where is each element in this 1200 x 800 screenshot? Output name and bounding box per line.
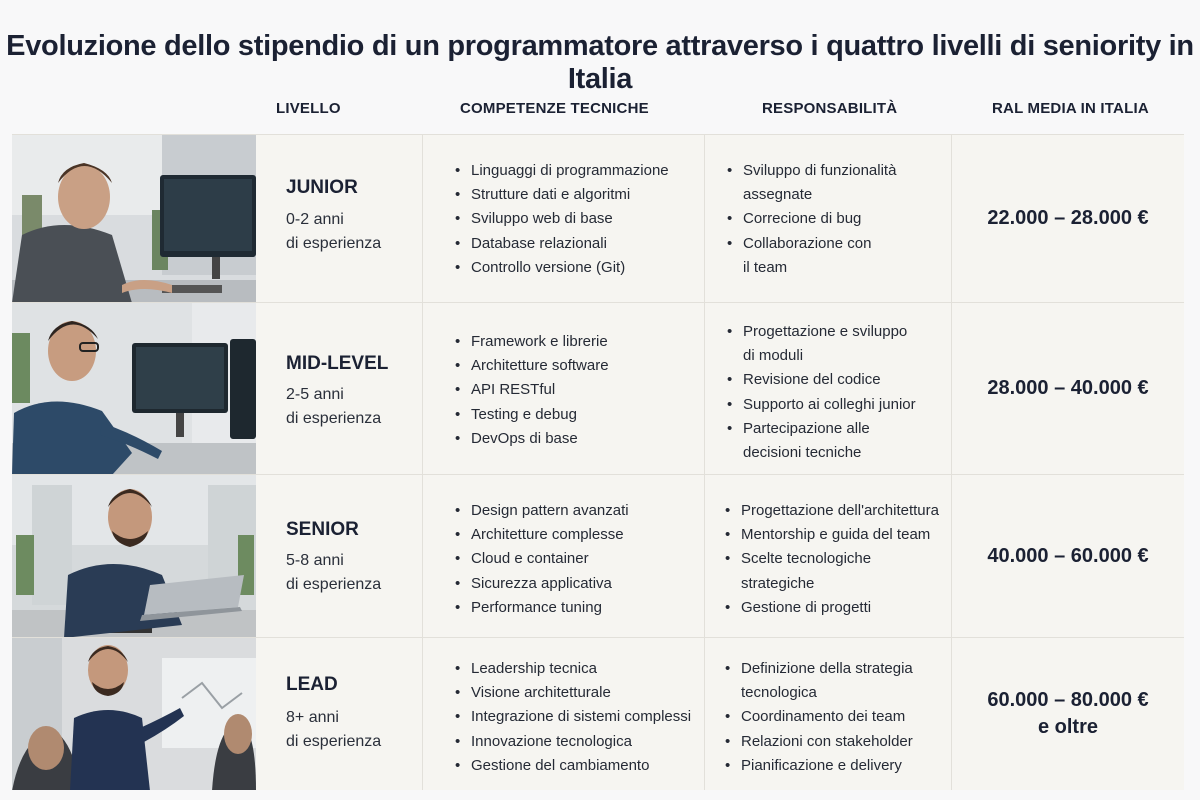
salary-range: 22.000 – 28.000 € [987, 207, 1149, 229]
list-item: • Coordinamento dei team [725, 705, 913, 729]
salary-range: 28.000 – 40.000 € [987, 377, 1149, 399]
level-years: 2-5 anni [286, 386, 344, 403]
list-item: • Architetture software [455, 354, 609, 378]
level-years: 8+ anni [286, 709, 339, 726]
list-item: • Relazioni con stakeholder [725, 730, 913, 754]
list-item: • Sviluppo di funzionalità [727, 159, 896, 183]
list-item: • Progettazione e sviluppo [727, 320, 916, 344]
list-item: • Collaborazione con [727, 232, 896, 256]
tech-skills-list [455, 499, 629, 620]
list-item: • Pianificazione e delivery [725, 754, 913, 778]
list-item-continuation: strategiche [741, 574, 815, 592]
level-years: 0-2 anni [286, 211, 344, 228]
list-item-continuation: decisioni tecniche [743, 444, 862, 462]
tech-skills-list [455, 330, 609, 451]
level-years: 5-8 anni [286, 552, 344, 569]
list-item: • Supporto ai colleghi junior [727, 393, 916, 417]
mid-level-photo [12, 303, 256, 474]
level-name: MID-LEVEL [286, 353, 389, 374]
list-item: • Linguaggi di programmazione [455, 159, 669, 183]
list-item: • Mentorship e guida del team [725, 523, 939, 547]
list-item-continuation: assegnate [743, 186, 813, 204]
table-row-senior [12, 474, 1184, 637]
list-item: • Integrazione di sistemi complessi [455, 705, 691, 729]
list-item: • Controllo versione (Git) [455, 256, 669, 280]
table-row-mid-level [12, 302, 1184, 474]
level-years-label: di esperienza [286, 733, 382, 750]
list-item-continuation: di moduli [743, 347, 804, 365]
list-item: • Design pattern avanzati [455, 499, 629, 523]
table-row-junior [12, 134, 1184, 302]
salary-range: 60.000 – 80.000 € [987, 689, 1149, 711]
header-tech-skills: COMPETENZE TECNICHE [460, 100, 649, 117]
list-item: • Database relazionali [455, 232, 669, 256]
list-item: • Gestione del cambiamento [455, 754, 691, 778]
list-item: • Strutture dati e algoritmi [455, 183, 669, 207]
list-item: • Progettazione dell'architettura [725, 499, 939, 523]
level-name: JUNIOR [286, 177, 358, 198]
list-item: • DevOps di base [455, 427, 609, 451]
level-years-label: di esperienza [286, 235, 382, 252]
list-item-continuation: il team [743, 258, 788, 276]
list-item: • API RESTful [455, 378, 609, 402]
list-item: • Correcione di bug [727, 207, 896, 231]
table-row-lead [12, 637, 1184, 790]
list-item: • Performance tuning [455, 596, 629, 620]
salary-table [12, 134, 1184, 790]
list-item: • Leadership tecnica [455, 657, 691, 681]
table-header [12, 96, 1188, 124]
page-title: Evoluzione dello stipendio di un programmatore attraverso i quattro livelli di seniority in Italia [6, 30, 1194, 95]
level-name: SENIOR [286, 519, 359, 540]
list-item: • Sicurezza applicativa [455, 572, 629, 596]
header-responsibilities: RESPONSABILITÀ [762, 100, 898, 117]
level-years-label: di esperienza [286, 576, 382, 593]
tech-skills-list [455, 657, 691, 778]
responsibilities-list [727, 159, 896, 280]
senior-photo [12, 475, 256, 637]
salary-range-suffix: e oltre [1037, 716, 1098, 738]
responsibilities-list [725, 499, 939, 620]
list-item: • Visione architetturale [455, 681, 691, 705]
salary-range: 40.000 – 60.000 € [987, 544, 1149, 567]
junior-photo [12, 135, 256, 302]
list-item: • Revisione del codice [727, 368, 916, 392]
list-item: • Architetture complesse [455, 523, 629, 547]
list-item: • Definizione della strategia [725, 657, 913, 681]
list-item: • Testing e debug [455, 403, 609, 427]
list-item-continuation: tecnologica [741, 684, 817, 702]
list-item: • Scelte tecnologiche [725, 547, 939, 571]
responsibilities-list [727, 320, 916, 465]
list-item: • Cloud e container [455, 547, 629, 571]
responsibilities-list [725, 657, 913, 778]
list-item: • Innovazione tecnologica [455, 730, 691, 754]
header-level: LIVELLO [276, 100, 341, 117]
lead-photo [12, 638, 256, 790]
list-item: • Partecipazione alle [727, 417, 916, 441]
list-item: • Gestione di progetti [725, 596, 939, 620]
header-avg-salary: RAL MEDIA IN ITALIA [992, 100, 1149, 117]
list-item: • Framework e librerie [455, 330, 609, 354]
level-name: LEAD [286, 674, 338, 695]
list-item: • Sviluppo web di base [455, 207, 669, 231]
level-years-label: di esperienza [286, 410, 382, 427]
tech-skills-list [455, 159, 669, 280]
